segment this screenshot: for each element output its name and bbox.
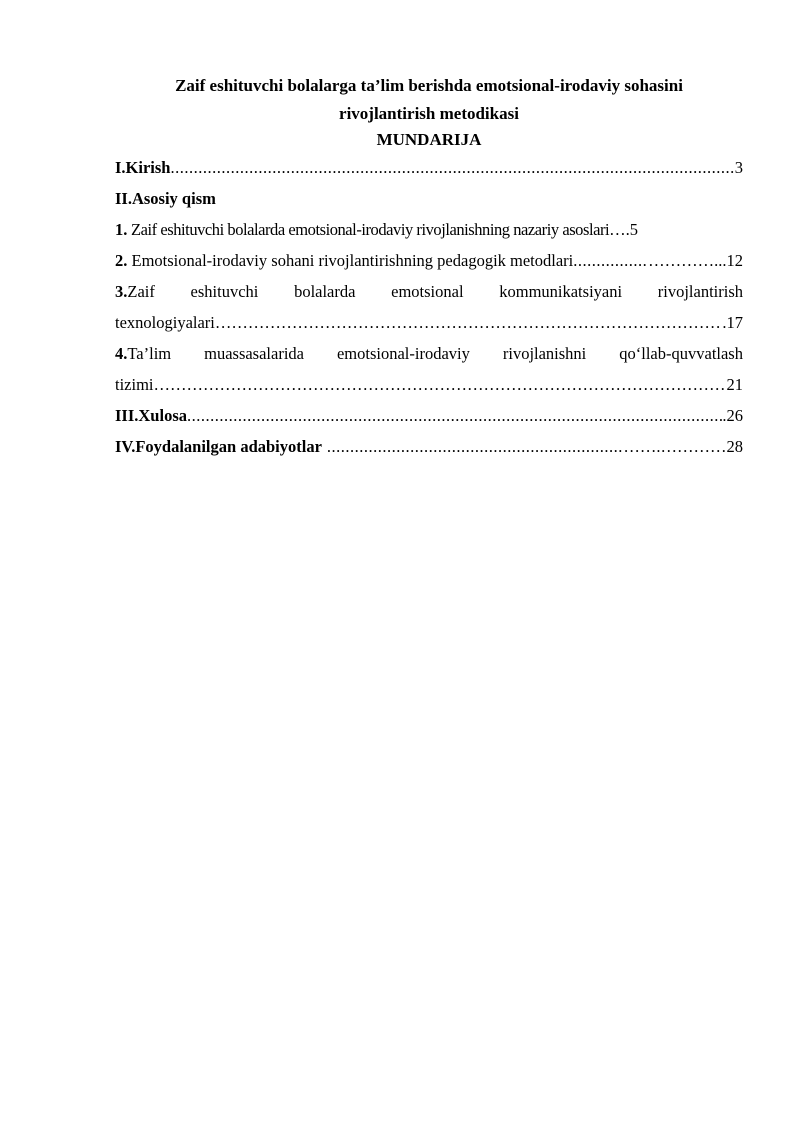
toc-entry-word: Zaif xyxy=(127,282,155,301)
toc-entry-kirish xyxy=(115,152,743,183)
toc-entry-adabiyotlar xyxy=(115,431,743,462)
dot-leader xyxy=(187,400,722,431)
toc-entry-number: 1. xyxy=(115,220,128,239)
dot-leader xyxy=(154,369,727,400)
toc-entry-label: texnologiyalari xyxy=(115,313,215,332)
document-page xyxy=(115,72,743,462)
toc-entry-word: rivojlanishni xyxy=(502,344,587,363)
toc-page-number: .17 xyxy=(722,313,743,332)
toc-entry-label: Emotsional-irodaviy sohani rivojlantirishning pedagogik metodlari xyxy=(127,251,574,270)
toc-entry-label: III.Xulosa xyxy=(115,406,187,425)
toc-entry-text xyxy=(115,276,155,307)
toc-entry-label: I.Kirish xyxy=(115,158,171,177)
toc-entry-word: bolalarda xyxy=(294,282,356,301)
document-title-line1: Zaif eshituvchi bolalarga ta’lim berishda emotsional-irodaviy sohasini xyxy=(175,76,683,95)
toc-page-number: …….…………28 xyxy=(623,437,743,456)
toc-page-number: ….5 xyxy=(609,220,639,239)
toc-entry-2 xyxy=(115,245,743,276)
toc-entry-label: Zaif eshituvchi bolalarda emotsional-irodaviy rivojlanishning nazariy asoslari xyxy=(127,220,610,239)
toc-entry-number: 4. xyxy=(115,344,128,363)
toc-entry-1 xyxy=(115,214,743,245)
toc-page-number: 3 xyxy=(734,158,743,177)
toc-entry-3-line2 xyxy=(115,307,743,338)
document-title-line2: rivojlantirish metodikasi xyxy=(339,104,519,123)
toc-entry-text xyxy=(115,245,573,276)
toc-entry-word: muassasalarida xyxy=(204,344,304,363)
dot-leader xyxy=(573,245,648,276)
toc-heading: MUNDARIJA xyxy=(376,130,482,149)
toc-entry-label: tizimi xyxy=(115,375,154,394)
toc-entry-4-line2 xyxy=(115,369,743,400)
toc-entry-text xyxy=(115,338,171,369)
toc-entry-number: 3. xyxy=(115,282,128,301)
toc-entry-xulosa xyxy=(115,400,743,431)
toc-page-number: …………...12 xyxy=(648,251,743,270)
dot-leader xyxy=(170,152,734,183)
table-of-contents xyxy=(115,152,743,462)
toc-entry-label: II.Asosiy qism xyxy=(115,189,216,208)
dot-leader xyxy=(215,307,722,338)
toc-entry-word: qo‘llab-quvvatlash xyxy=(619,344,743,363)
toc-entry-word: eshituvchi xyxy=(190,282,259,301)
toc-entry-label: IV.Foydalanilgan adabiyotlar xyxy=(115,437,322,456)
toc-page-number: .26 xyxy=(722,406,743,425)
toc-entry-word: rivojlantirish xyxy=(657,282,743,301)
toc-entry-asosiy-qism xyxy=(115,183,743,214)
toc-entry-number: 2. xyxy=(115,251,128,270)
toc-entry-3-line1 xyxy=(115,276,743,307)
toc-entry-word: emotsional xyxy=(391,282,464,301)
toc-page-number: 21 xyxy=(726,375,743,394)
toc-entry-word: Ta’lim xyxy=(127,344,172,363)
dot-leader xyxy=(327,431,623,462)
toc-entry-word: emotsional-irodaviy xyxy=(336,344,470,363)
toc-entry-4-line1 xyxy=(115,338,743,369)
toc-entry-text xyxy=(115,214,609,245)
toc-entry-word: kommunikatsiyani xyxy=(499,282,623,301)
